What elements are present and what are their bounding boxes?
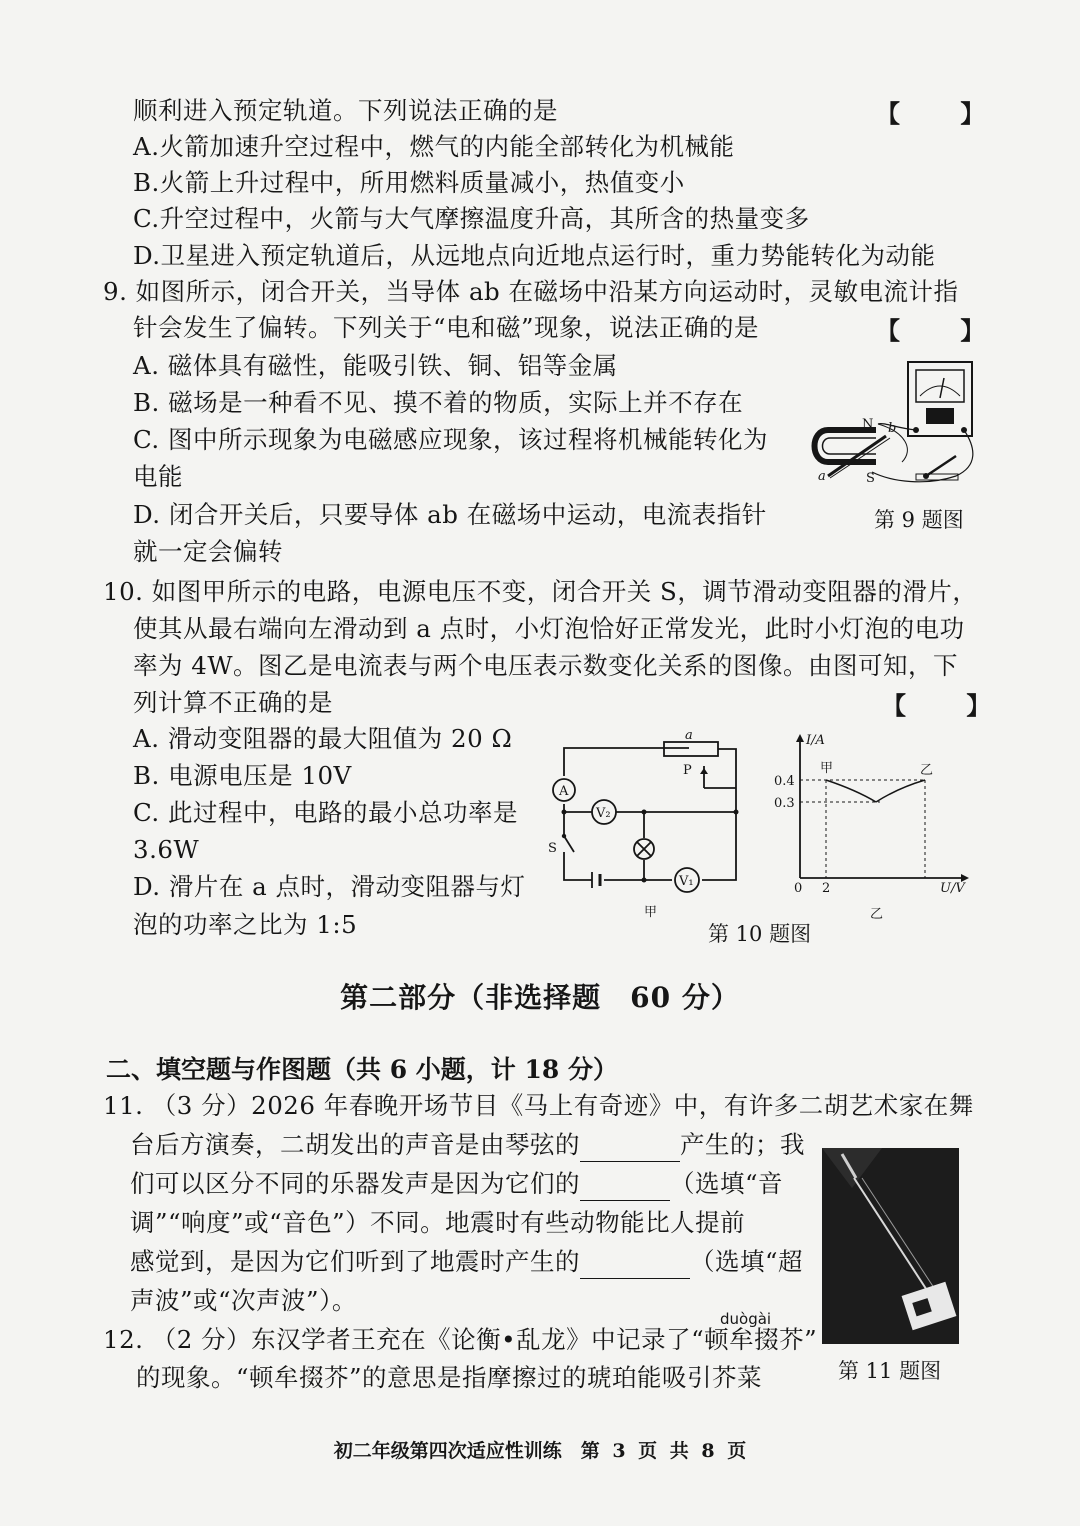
q10-option-c-line2: 3.6W	[133, 835, 200, 864]
part-two-title: 第二部分（非选择题 60 分）	[340, 981, 740, 1014]
q9-answer-bracket: 【 】	[876, 316, 1011, 345]
q10-stem-line4: 列计算不正确的是	[133, 688, 333, 717]
graph-y-tick-03: 0.3	[774, 796, 795, 811]
graph-curve-jia-label: 甲	[820, 761, 834, 776]
graph-x-tick-2: 2	[822, 881, 831, 896]
q11-line2	[130, 1128, 805, 1162]
q10-option-b: B. 电源电压是 10V	[133, 761, 352, 790]
q11-line2-text-a: 台后方演奏，二胡发出的声音是由琴弦的	[130, 1130, 580, 1159]
q10-answer-bracket: 【 】	[882, 691, 1017, 720]
graph-y-tick-04: 0.4	[774, 774, 795, 789]
q10-figure-caption: 第 10 题图	[708, 922, 812, 946]
q11-line3	[130, 1167, 783, 1201]
q9-option-c-line2: 电能	[133, 462, 183, 491]
q11-blank-1[interactable]	[580, 1135, 680, 1162]
q11-stem-line1: 11. （3 分）2026 年春晚开场节目《马上有奇迹》中，有许多二胡艺术家在舞	[103, 1091, 974, 1120]
q10-option-a: A. 滑动变阻器的最大阻值为 20 Ω	[133, 724, 513, 753]
q9-option-d-line1: D. 闭合开关后，只要导体 ab 在磁场中运动，电流表指针	[133, 500, 767, 529]
q9-option-c-line1: C. 图中所示现象为电磁感应现象，该过程将机械能转化为	[133, 425, 768, 454]
q9-option-b: B. 磁场是一种看不见、摸不着的物质，实际上并不存在	[133, 388, 744, 417]
q10-option-d-line2: 泡的功率之比为 1:5	[133, 910, 358, 939]
q11-line5-text-a: 感觉到，是因为它们听到了地震时产生的	[130, 1247, 580, 1276]
magnet-pole-n-label: N	[862, 417, 874, 432]
page-footer: 初二年级第四次适应性训练 第 3 页 共 8 页	[333, 1440, 747, 1462]
q12-stem-line1: 12. （2 分）东汉学者王充在《论衡•乱龙》中记录了“顿牟掇芥”	[103, 1325, 818, 1354]
graph-origin-label: 0	[794, 881, 803, 896]
q11-line5	[130, 1245, 803, 1279]
q9-stem-line1: 9. 如图所示，闭合开关，当导体 ab 在磁场中沿某方向运动时，灵敏电流计指	[103, 277, 959, 306]
q12-stem-line2: 的现象。“顿牟掇芥”的意思是指摩擦过的琥珀能吸引芥菜	[136, 1363, 763, 1392]
q9-option-a: A. 磁体具有磁性，能吸引铁、铜、铝等金属	[133, 351, 618, 380]
q9-figure-caption: 第 9 题图	[874, 508, 964, 532]
erhu-image-icon	[822, 1148, 959, 1344]
q11-line6: 声波”或“次声波”）。	[130, 1286, 357, 1315]
section-two-heading: 二、填空题与作图题（共 6 小题，计 18 分）	[106, 1055, 619, 1084]
q11-erhu-photo	[822, 1148, 959, 1344]
q11-line3-text-a: 们可以区分不同的乐器发声是因为它们的	[130, 1169, 580, 1198]
slider-p-label: P	[683, 763, 692, 778]
q8-option-c: C.升空过程中，火箭与大气摩擦温度升高，其所含的热量变多	[133, 204, 810, 233]
voltmeter-v2-label: V₂	[596, 806, 611, 821]
q11-figure-caption: 第 11 题图	[838, 1359, 942, 1383]
voltmeter-v1-label: V₁	[679, 874, 694, 889]
graph-curve-yi-label: 乙	[920, 763, 934, 778]
q11-line4: 调”“响度”或“音色”）不同。地震时有些动物能比人提前	[130, 1208, 746, 1237]
q10-iu-graph	[770, 728, 980, 924]
q11-blank-3[interactable]	[580, 1252, 690, 1279]
q10-stem-line2: 使其从最右端向左滑动到 a 点时，小灯泡恰好正常发光，此时小灯泡的电功	[133, 614, 965, 643]
q10-option-d-line1: D. 滑片在 a 点时，滑动变阻器与灯	[133, 872, 526, 901]
q9-figure	[806, 358, 982, 492]
magnet-pole-s-label: S	[866, 471, 875, 486]
q8-stem: 顺利进入预定轨道。下列说法正确的是	[133, 96, 558, 125]
q9-stem-line2: 针会发生了偏转。下列关于“电和磁”现象，说法正确的是	[133, 313, 760, 342]
q9-option-d-line2: 就一定会偏转	[133, 537, 283, 566]
graph-figure-label: 乙	[870, 907, 884, 922]
switch-s-label: S	[548, 841, 557, 856]
q11-blank-2[interactable]	[580, 1174, 670, 1201]
q10-stem-line3: 率为 4W。图乙是电流表与两个电压表示数变化关系的图像。由图可知，下	[133, 651, 959, 680]
q10-option-c-line1: C. 此过程中，电路的最小总功率是	[133, 798, 518, 827]
ammeter-label: A	[559, 784, 569, 799]
q11-line5-text-b: （选填“超	[690, 1247, 804, 1276]
q11-line2-text-b: 产生的；我	[680, 1130, 805, 1159]
rheostat-point-a-label: a	[685, 728, 693, 743]
q10-stem-line1: 10. 如图甲所示的电路，电源电压不变，闭合开关 S，调节滑动变阻器的滑片，	[103, 577, 978, 606]
circuit-figure-label: 甲	[644, 905, 658, 920]
q12-pinyin-annotation: duògài	[720, 1310, 772, 1328]
conductor-end-a-label: a	[818, 469, 826, 484]
graph-x-axis-label: U/V	[940, 881, 965, 896]
q8-option-d: D.卫星进入预定轨道后，从远地点向近地点运行时，重力势能转化为动能	[133, 241, 936, 270]
galvanometer-icon	[908, 362, 972, 436]
graph-y-axis-label: I/A	[806, 733, 825, 748]
conductor-end-b-label: b	[888, 421, 897, 436]
q10-circuit-diagram	[544, 728, 754, 924]
q8-option-a: A.火箭加速升空过程中，燃气的内能全部转化为机械能	[133, 132, 735, 161]
q8-answer-bracket: 【 】	[876, 99, 1011, 128]
q8-option-b: B.火箭上升过程中，所用燃料质量减小，热值变小	[133, 168, 685, 197]
q11-line3-text-b: （选填“音	[670, 1169, 784, 1198]
